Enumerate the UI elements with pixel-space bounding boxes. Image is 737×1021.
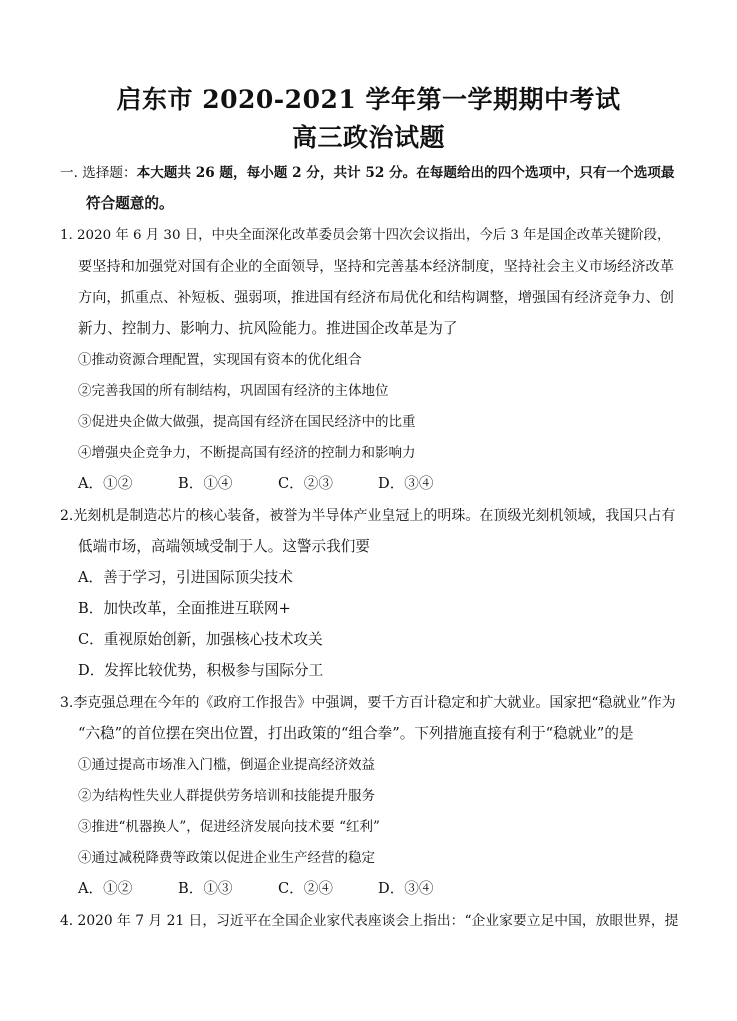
q3-option-a[interactable]: A．①② <box>78 880 133 897</box>
q1-statement: ④增强央企竞争力，不断提高国有经济的控制力和影响力 <box>78 445 416 461</box>
section-label: 一. 选择题： <box>60 165 137 181</box>
q2-option-a[interactable]: A．善于学习，引进国际顶尖技术 <box>78 569 293 586</box>
q1-option-b[interactable]: B．①④ <box>178 475 233 492</box>
q1-statement: ①推动资源合理配置，实现国有资本的优化组合 <box>78 352 362 368</box>
q3-stem-line: “六稳”的首位摆在突出位置，打出政策的“组合拳”。下列措施直接有利于“稳就业”的是 <box>78 725 634 742</box>
q1-stem-line: 方向，抓重点、补短板、强弱项，推进国有经济布局优化和结构调整，增强国有经济竞争力、创 <box>78 290 674 306</box>
q2-stem-line: 2.光刻机是制造芯片的核心装备，被誉为半导体产业皇冠上的明珠。在顶级光刻机领域，我国只占有 <box>60 508 676 524</box>
q3-option-c[interactable]: C．②④ <box>278 880 333 897</box>
q1-stem-line: 1. 2020 年 6 月 30 日，中央全面深化改革委员会第十四次会议指出，今后 3 年是国企改革关键阶段， <box>60 228 671 243</box>
q1-stem-line: 新力、控制力、影响力、抗风险能力。推进国企改革是为了 <box>78 320 458 337</box>
q2-option-c[interactable]: C．重视原始创新，加强核心技术攻关 <box>78 631 323 648</box>
q3-option-b[interactable]: B．①③ <box>178 880 233 897</box>
q3-statement: ①通过提高市场准入门槛，倒逼企业提高经济效益 <box>78 757 375 773</box>
q3-option-d[interactable]: D．③④ <box>378 880 434 897</box>
exam-title: 启东市 2020-2021 学年第一学期期中考试 <box>116 85 621 114</box>
q4-stem-line: 4. 2020 年 7 月 21 日，习近平在全国企业家代表座谈会上指出：“企业家要立足中国，放眼世界，提 <box>60 913 679 929</box>
q1-statement: ②完善我国的所有制结构，巩固国有经济的主体地位 <box>78 383 389 399</box>
q2-option-d[interactable]: D．发挥比较优势，积极参与国际分工 <box>78 662 324 679</box>
q1-statement: ③促进央企做大做强，提高国有经济在国民经济中的比重 <box>78 414 416 430</box>
q1-option-d[interactable]: D．③④ <box>378 475 434 492</box>
q3-statement: ③推进“机器换人”，促进经济发展向技术要 “红利” <box>78 819 380 835</box>
q1-stem-line: 要坚持和加强党对国有企业的全面领导，坚持和完善基本经济制度，坚持社会主义市场经济改革 <box>78 259 674 275</box>
section-intro-line-1 <box>60 163 675 183</box>
section-instructions: 本大题共 26 题，每小题 2 分，共计 52 分。在每题给出的四个选项中，只有一个选项最 <box>136 165 675 181</box>
section-intro-line-2: 符合题意的。 <box>86 195 174 212</box>
q2-stem-line: 低端市场，高端领域受制于人。这警示我们要 <box>78 538 370 555</box>
q1-option-a[interactable]: A．①② <box>78 475 133 492</box>
exam-subtitle: 高三政治试题 <box>291 123 445 152</box>
q3-statement: ②为结构性失业人群提供劳务培训和技能提升服务 <box>78 788 375 804</box>
q3-stem-line: 3.李克强总理在今年的《政府工作报告》中强调，要千方百计稳定和扩大就业。国家把“稳就业”作为 <box>60 695 676 711</box>
q1-option-c[interactable]: C．②③ <box>278 475 333 492</box>
q3-statement: ④通过减税降费等政策以促进企业生产经营的稳定 <box>78 850 375 866</box>
q2-option-b[interactable]: B．加快改革，全面推进互联网+ <box>78 600 291 617</box>
